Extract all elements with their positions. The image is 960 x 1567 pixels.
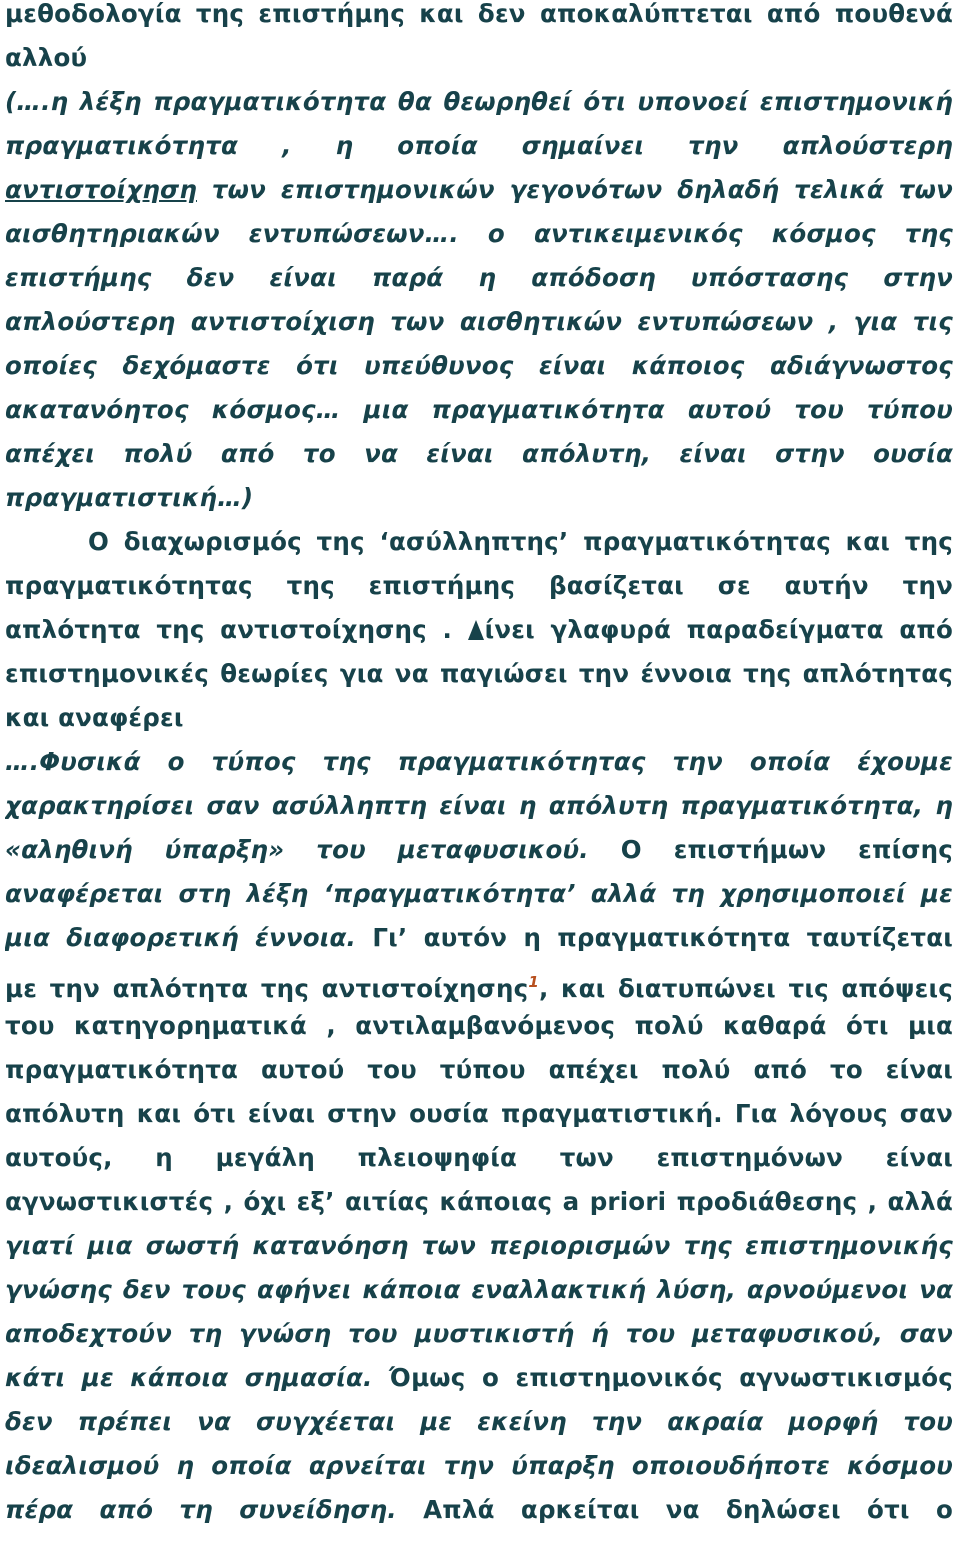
quote-line: πραγματικότητα , η οποία σημαίνει την απλούστερη bbox=[5, 131, 953, 160]
quote-line: με την απλότητα της αντιστοίχησης$^1$, και διατυπώνει τις απόψεις bbox=[5, 973, 953, 1003]
quote-line: δεν πρέπει να συγχέεται με εκείνη την ακραία μορφή του bbox=[5, 1407, 953, 1436]
quote-line: πραγματιστική…) bbox=[5, 483, 254, 512]
quote-line: γιατί μια σωστή κατανόηση των περιορισμών της επιστημονικής bbox=[5, 1231, 953, 1260]
quote-line: απλούστερη αντιστοίχιση των αισθητικών εντυπώσεων , για τις bbox=[5, 307, 953, 336]
text-line: και αναφέρει bbox=[5, 703, 184, 732]
underlined-term: αντιστοίχηση bbox=[5, 175, 197, 204]
text-line: αλλού bbox=[5, 43, 88, 72]
cursor-marker-icon bbox=[468, 620, 484, 640]
quote-line: αποδεχτούν τη γνώση του μυστικιστή ή του μεταφυσικού, σαν bbox=[5, 1319, 953, 1348]
quote-line: μια διαφορετική έννοια. Γι’ αυτόν η πραγματικότητα ταυτίζεται bbox=[5, 923, 953, 952]
quote-line: ιδεαλισμού η οποία αρνείται την ύπαρξη οποιουδήποτε κόσμου bbox=[5, 1451, 953, 1480]
quote-line: πέρα από τη συνείδηση. Απλά αρκείται να δηλώσει ότι ο bbox=[5, 1495, 953, 1524]
quote-line: χαρακτηρίσει σαν ασύλληπτη είναι η απόλυτη πραγματικότητα, η bbox=[5, 791, 953, 820]
quote-line: αντιστοίχηση των επιστημονικών γεγονότων δηλαδή τελικά των bbox=[5, 175, 953, 204]
text-line: πραγματικότητας της επιστήμης βασίζεται σε αυτήν την bbox=[5, 571, 953, 600]
quote-line: γνώσης δεν τους αφήνει κάποια εναλλακτική λύση, αρνούμενοι να bbox=[5, 1275, 953, 1304]
text-line: του κατηγορηματικά , αντιλαμβανόμενος πολύ καθαρά ότι μια bbox=[5, 1011, 953, 1040]
quote-line: (….η λέξη πραγματικότητα θα θεωρηθεί ότι υπονοεί επιστημονική bbox=[5, 87, 953, 116]
quote-line: επιστήμης δεν είναι παρά η απόδοση υπόστασης στην bbox=[5, 263, 953, 292]
quote-line: ακατανόητος κόσμος… μια πραγματικότητα αυτού του τύπου bbox=[5, 395, 953, 424]
text-line: μεθοδολογία της επιστήμης και δεν αποκαλύπτεται από πουθενά bbox=[5, 0, 953, 28]
quote-line: αναφέρεται στη λέξη ‘πραγματικότητα’ αλλά τη χρησιμοποιεί με bbox=[5, 879, 953, 908]
text-line: αυτούς, η μεγάλη πλειοψηφία των επιστημόνων είναι bbox=[5, 1143, 953, 1172]
text-line: απλότητα της αντιστοίχησης . ίνει γλαφυρά παραδείγματα από bbox=[5, 615, 953, 644]
document-page bbox=[5, 0, 953, 1532]
quote-line: κάτι με κάποια σημασία. Όμως ο επιστημονικός αγνωστικισμός bbox=[5, 1363, 953, 1392]
text-line: επιστημονικές θεωρίες για να παγιώσει την έννοια της απλότητας bbox=[5, 659, 953, 688]
quote-line: απέχει πολύ από το να είναι απόλυτη, είναι στην ουσία bbox=[5, 439, 953, 468]
footnote-marker[interactable]: 1 bbox=[528, 973, 539, 991]
quote-line: οποίες δεχόμαστε ότι υπεύθυνος είναι κάποιος αδιάγνωστος bbox=[5, 351, 953, 380]
quote-line: αισθητηριακών εντυπώσεων…. ο αντικειμενικός κόσμος της bbox=[5, 219, 953, 248]
quote-line: ….Φυσικά ο τύπος της πραγματικότητας την οποία έχουμε bbox=[5, 747, 953, 776]
quote-line: «αληθινή ύπαρξη» του μεταφυσικού. Ο επιστήμων επίσης bbox=[5, 835, 953, 864]
paragraph-first-line: Ο διαχωρισμός της ‘ασύλληπτης’ πραγματικότητας και της bbox=[88, 527, 953, 556]
text-line: πραγματικότητα αυτού του τύπου απέχει πολύ από το είναι bbox=[5, 1055, 953, 1084]
text-line: αγνωστικιστές , όχι εξ’ αιτίας κάποιας a priori προδιάθεσης , αλλά bbox=[5, 1187, 953, 1216]
text-line: απόλυτη και ότι είναι στην ουσία πραγματιστική. Για λόγους σαν bbox=[5, 1099, 953, 1128]
